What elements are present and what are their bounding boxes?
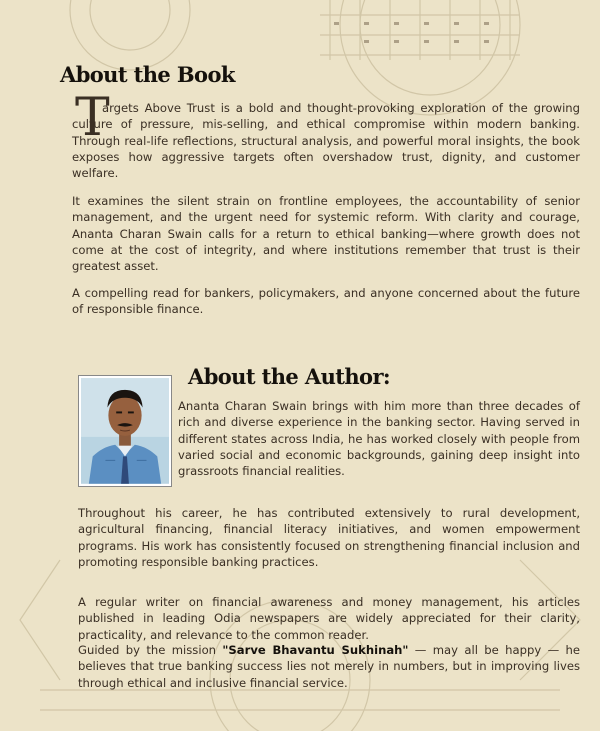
drop-cap-letter: T bbox=[75, 88, 110, 148]
about-author-paragraph-1: Ananta Charan Swain brings with him more than three decades of rich and diverse experience in the banking sector. Having served in different states across India, he has worked closely with people from varied social and economic backgrounds, gaining deep insight into grassroots financial realities. bbox=[178, 399, 580, 479]
mission-closing-text: — may all be happy — he believes that true banking success lies not merely in numbers, but in improving lives through ethical and inclusive financial service. bbox=[78, 643, 581, 690]
about-author-paragraph-3: A regular writer on financial awareness and money management, his articles published in leading Odia newspapers are widely appreciated for their clarity, practicality, and relevance to the common reader. bbox=[78, 595, 580, 642]
about-book-paragraph-3: A compelling read for bankers, policymakers, and anyone concerned about the future of responsible finance. bbox=[72, 286, 580, 317]
mission-intro-text: Guided by the mission bbox=[78, 643, 223, 657]
about-book-paragraph-1 bbox=[72, 100, 580, 181]
about-book-paragraph-2: It examines the silent strain on frontline employees, the accountability of senior management, and the urgent need for systemic reform. With clarity and courage, Ananta Charan Swain calls for a return to ethical banking—where growth does not come at the cost of integrity, and where institutions remember that trust is their greatest asset. bbox=[72, 194, 580, 274]
about-book-heading: About the Book bbox=[60, 62, 235, 87]
author-portrait-image bbox=[81, 378, 169, 484]
about-book-paragraph-1-text: argets Above Trust is a bold and thought-provoking exploration of the growing culture of pressure, mis-selling, and ethical compromise within modern banking. Through real-life reflections, structural analysis, and powerful moral insights, the book exposes how aggressive targets often overshadow trust, dignity, and customer welfare. bbox=[72, 101, 580, 181]
about-author-paragraph-2: Throughout his career, he has contributed extensively to rural development, agricultural financing, financial literacy initiatives, and women empowerment programs. His work has consistently focused on strengthening financial inclusion and promoting responsible banking practices. bbox=[78, 506, 580, 569]
mission-motto: "Sarve Bhavantu Sukhinah" bbox=[222, 643, 409, 657]
about-author-paragraph-4 bbox=[78, 642, 580, 691]
author-photo bbox=[78, 375, 172, 487]
about-author-heading: About the Author: bbox=[188, 364, 391, 389]
